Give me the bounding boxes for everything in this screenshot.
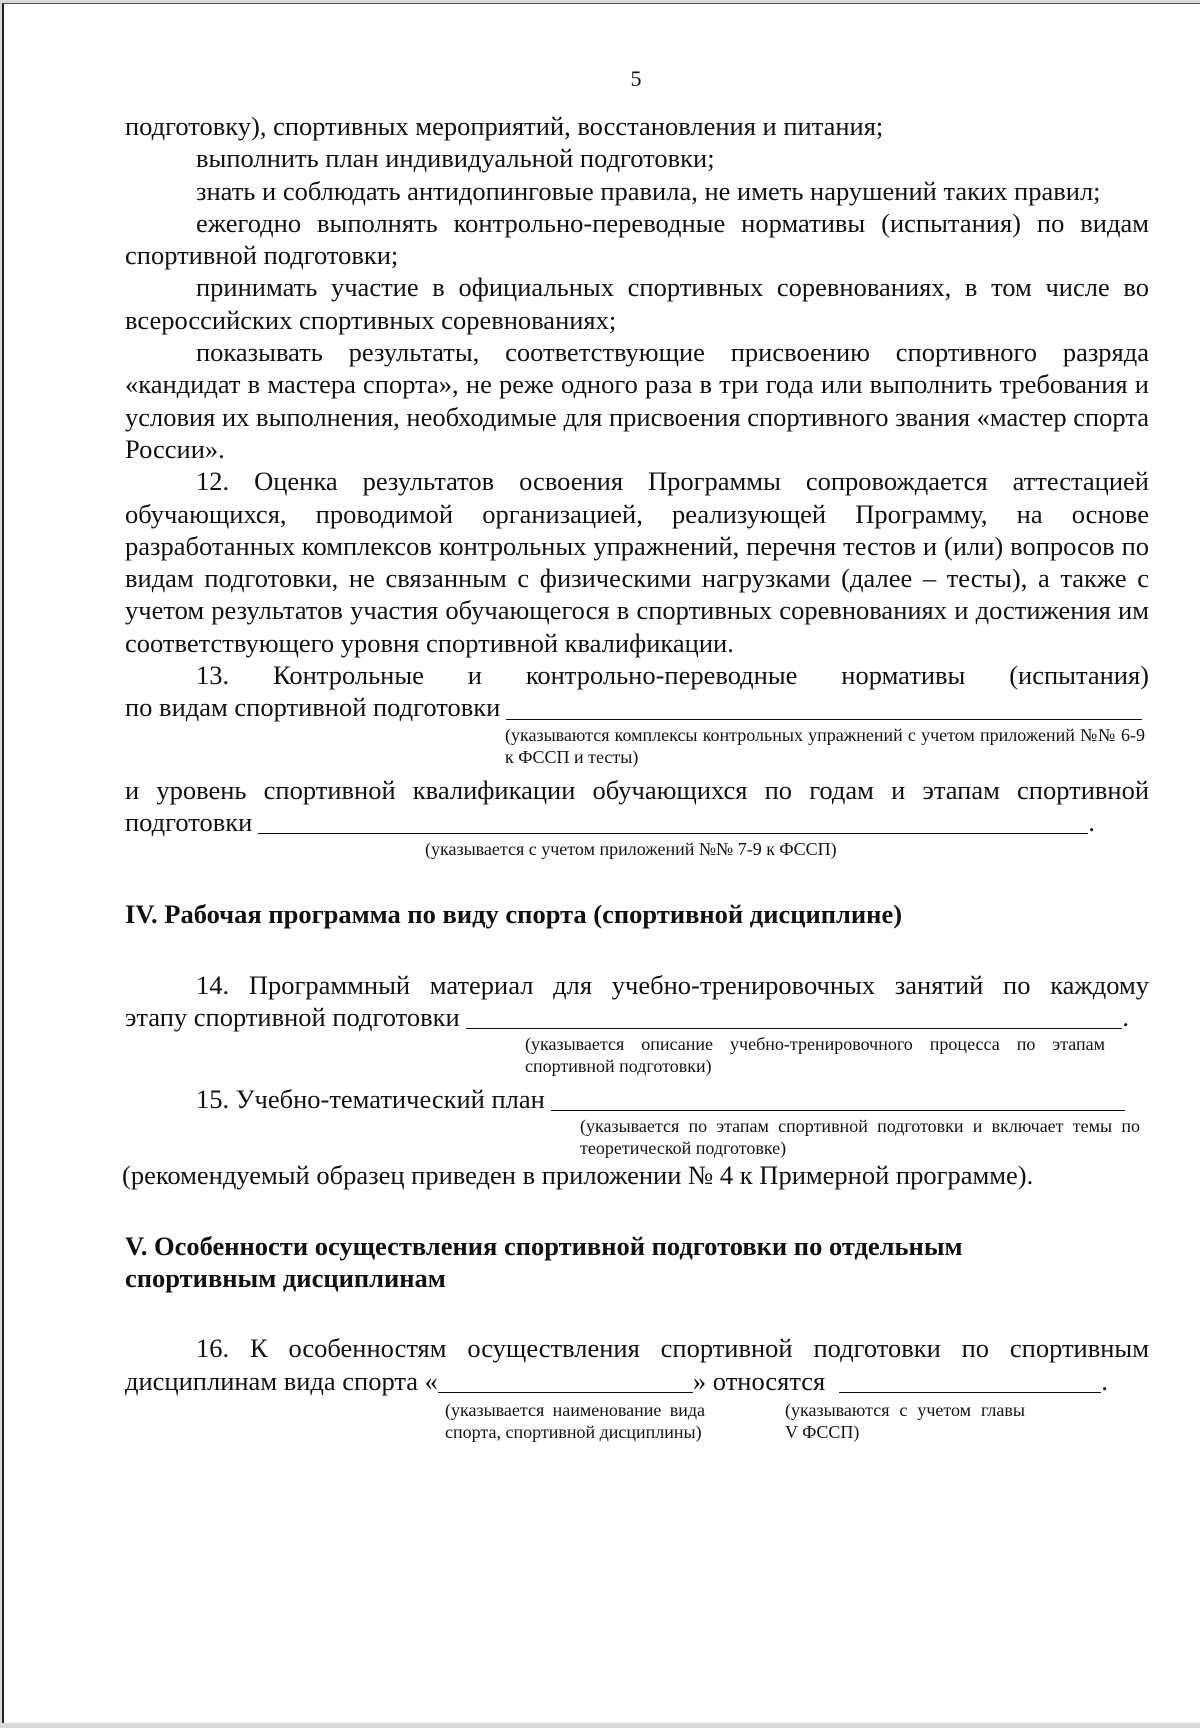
fill-label: этапу спортивной подготовки — [125, 1001, 460, 1032]
period: . — [1088, 806, 1095, 837]
period: . — [1101, 1365, 1108, 1396]
blank-line — [466, 1006, 1123, 1029]
paragraph: принимать участие в официальных спортивных соревнованиях, в том числе во всероссийских спортивных соревнованиях; — [125, 272, 1149, 335]
paragraph-16-notes — [125, 1399, 1149, 1443]
paragraph-13-cont2 — [125, 806, 1095, 838]
paragraph-16-line1: 16. К особенностям осуществления спортивной подготовки по спортивным — [196, 1333, 1149, 1364]
field-note: (указывается с учетом приложений №№ 7-9 к ФССП) — [425, 839, 837, 860]
section-heading-5-line1: V. Особенности осуществления спортивной подготовки по отдельным — [125, 1230, 963, 1261]
blank-line — [258, 811, 1088, 834]
fill-label: 15. Учебно-тематический план — [196, 1084, 545, 1115]
paragraph-13-cont: и уровень спортивной квалификации обучающихся по годам и этапам спортивной — [125, 774, 1149, 805]
document-body — [122, 110, 1149, 1443]
section-heading-5-line2: спортивным дисциплинам — [125, 1263, 446, 1294]
fill-label: дисциплинам вида спорта « — [125, 1365, 438, 1396]
paragraph: выполнить план индивидуальной подготовки; — [196, 143, 715, 174]
paragraph-15-line — [125, 1083, 1125, 1115]
blank-line — [551, 1088, 1125, 1111]
paragraph: подготовку), спортивных мероприятий, восстановления и питания; — [125, 111, 884, 141]
fill-label: по видам спортивной подготовки — [125, 692, 501, 723]
blank-line — [506, 697, 1142, 720]
blank-line-features — [839, 1370, 1101, 1393]
section-heading-4: IV. Рабочая программа по виду спорта (спортивной дисциплине) — [125, 899, 903, 930]
page-number: 5 — [630, 66, 642, 91]
period: . — [1122, 1001, 1129, 1032]
document-page — [2, 3, 1200, 1723]
paragraph: ежегодно выполнять контрольно-переводные нормативы (испытания) по видам спортивной подготовки; — [125, 207, 1149, 271]
paragraph-12: 12. Оценка результатов освоения Программы сопровождается аттестацией обучающихся, проводимой организацией, реализующей Программу, на основе разработанных комплексов контрольных упражнений, перечня тестов и (или) вопросов по видам подготовки, не связанным с физическими нагрузками (далее – тесты), а также с учетом результатов участия обучающегося в спортивных соревнованиях и достижения им соответствующего уровня спортивной квалификации. — [125, 466, 1149, 658]
field-note: (указывается описание учебно-тренировочного процесса по этапам спортивной подготовки) — [525, 1034, 1105, 1077]
field-note: (указывается по этапам спортивной подготовки и включает темы по теоретической подготовке) — [580, 1116, 1140, 1159]
fill-label: подготовки — [125, 806, 253, 837]
paragraph-13-line2 — [125, 691, 1142, 723]
blank-line-sport — [438, 1370, 693, 1393]
paragraph-15-cont: (рекомендуемый образец приведен в приложении № 4 к Примерной программе). — [122, 1160, 1034, 1191]
paragraph-16-line2 — [125, 1365, 1149, 1397]
paragraph-13-line1: 13. Контрольные и контрольно-переводные нормативы (испытания) — [196, 660, 1149, 691]
paragraph: знать и соблюдать антидопинговые правила, не иметь нарушений таких правил; — [196, 175, 1101, 206]
field-note-features: (указываются с учетом главы V ФССП) — [785, 1399, 1025, 1442]
paragraph-14-line1: 14. Программный материал для учебно-тренировочных занятий по каждому — [196, 969, 1149, 1000]
paragraph-14-line2 — [125, 1001, 1129, 1033]
fill-label: » относятся — [692, 1365, 826, 1396]
field-note-sport: (указывается наименование вида спорта, спортивной дисциплины) — [445, 1399, 705, 1442]
paragraph: показывать результаты, соответствующие присвоению спортивного разряда «кандидат в мастера спорта», не реже одного раза в три года или выполнить требования и условия их выполнения, необходимые для присвоения спортивного звания «мастер спорта России». — [125, 337, 1149, 464]
field-note: (указываются комплексы контрольных упражнений с учетом приложений №№ 6-9 к ФССП и тесты) — [505, 724, 1145, 767]
